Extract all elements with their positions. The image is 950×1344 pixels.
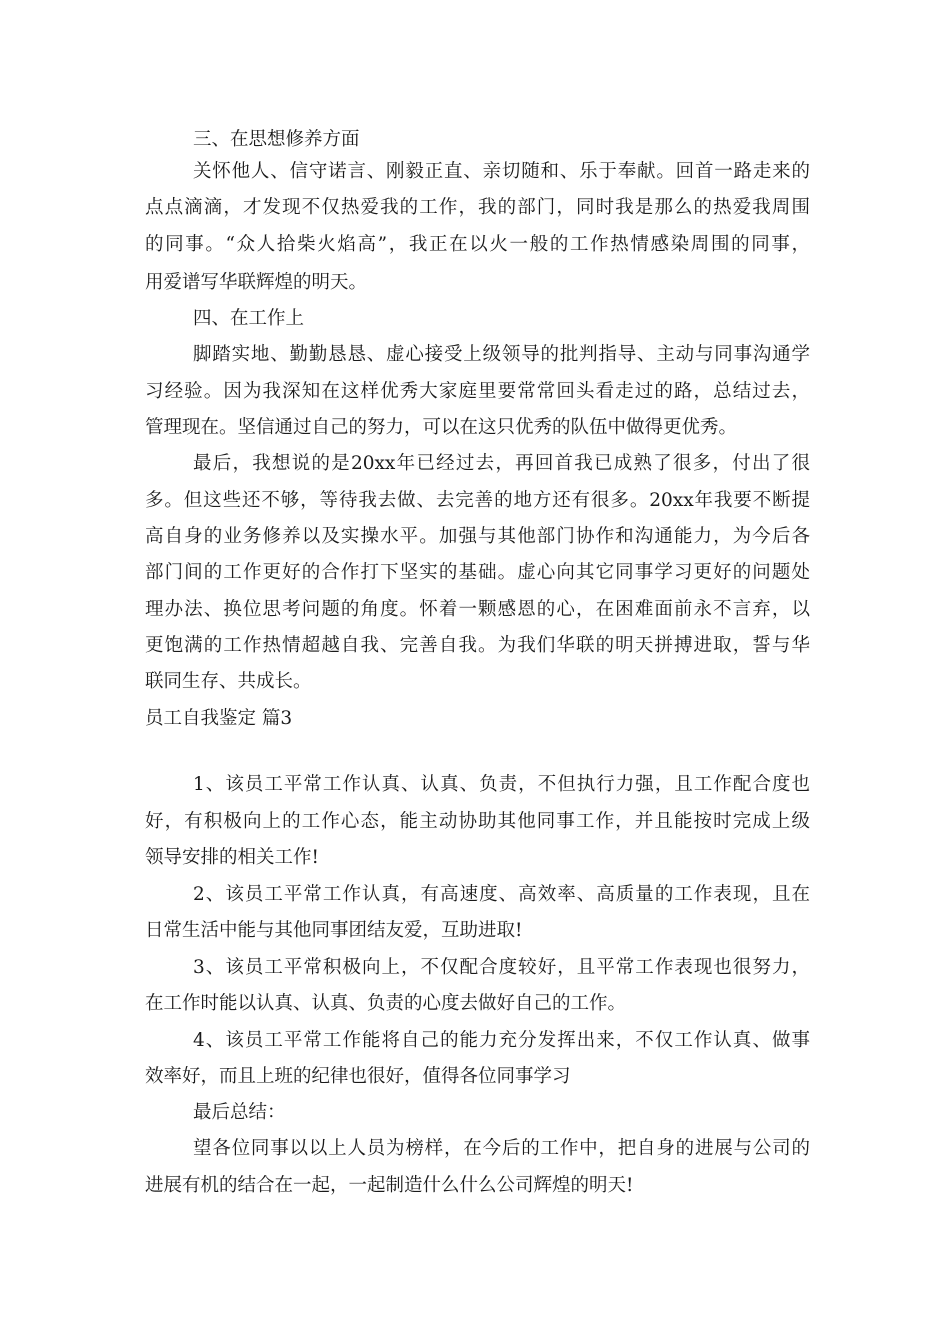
paragraph-line: 好，有积极向上的工作心态，能主动协助其他同事工作，并且能按时完成上级 bbox=[145, 811, 810, 832]
summary-heading: 最后总结： bbox=[193, 1102, 286, 1123]
paragraph-line: 更饱满的工作热情超越自我、完善自我。为我们华联的明天拼搏进取，誓与华 bbox=[145, 635, 810, 656]
article-title: 员工自我鉴定 篇3 bbox=[145, 708, 293, 729]
paragraph-line: 用爱谱写华联辉煌的明天。 bbox=[145, 272, 368, 293]
paragraph-line: 部门间的工作更好的合作打下坚实的基础。虚心向其它同事学习更好的问题处 bbox=[145, 562, 810, 583]
paragraph-line: 效率好，而且上班的纪律也很好，值得各位同事学习 bbox=[145, 1066, 571, 1087]
paragraph-line: 进展有机的结合在一起，一起制造什么什么公司辉煌的明天! bbox=[145, 1175, 634, 1196]
paragraph-line: 1、该员工平常工作认真、认真、负责，不但执行力强，且工作配合度也 bbox=[193, 774, 810, 795]
paragraph-line: 望各位同事以以上人员为榜样，在今后的工作中，把自身的进展与公司的 bbox=[193, 1138, 810, 1159]
paragraph-line: 管理现在。坚信通过自己的努力，可以在这只优秀的队伍中做得更优秀。 bbox=[145, 417, 738, 438]
paragraph-line: 高自身的业务修养以及实操水平。加强与其他部门协作和沟通能力，为今后各 bbox=[145, 526, 810, 547]
paragraph-line: 4、该员工平常工作能将自己的能力充分发挥出来，不仅工作认真、做事 bbox=[193, 1030, 810, 1051]
section-heading-thought: 三、在思想修养方面 bbox=[193, 129, 360, 150]
paragraph-line: 关怀他人、信守诺言、刚毅正直、亲切随和、乐于奉献。回首一路走来的 bbox=[193, 161, 810, 182]
paragraph-line: 日常生活中能与其他同事团结友爱，互助进取! bbox=[145, 920, 523, 941]
paragraph-line: 2、该员工平常工作认真，有高速度、高效率、高质量的工作表现，且在 bbox=[193, 884, 810, 905]
paragraph-line: 点点滴滴，才发现不仅热爱我的工作，我的部门，同时我是那么的热爱我周围 bbox=[145, 197, 810, 218]
paragraph-line: 习经验。因为我深知在这样优秀大家庭里要常常回头看走过的路，总结过去， bbox=[145, 381, 810, 402]
paragraph-line: 多。但这些还不够，等待我去做、去完善的地方还有很多。20xx年我要不断提 bbox=[145, 490, 810, 511]
paragraph-line: 在工作时能以认真、认真、负责的心度去做好自己的工作。 bbox=[145, 993, 627, 1014]
paragraph-line: 领导安排的相关工作! bbox=[145, 847, 319, 868]
paragraph-line: 联同生存、共成长。 bbox=[145, 671, 312, 692]
paragraph-line: 理办法、换位思考问题的角度。怀着一颗感恩的心，在困难面前永不言弃，以 bbox=[145, 599, 810, 620]
paragraph-line: 最后，我想说的是20xx年已经过去，再回首我已成熟了很多，付出了很 bbox=[193, 453, 810, 474]
paragraph-line: 3、该员工平常积极向上，不仅配合度较好，且平常工作表现也很努力， bbox=[193, 957, 810, 978]
section-heading-work: 四、在工作上 bbox=[193, 308, 305, 329]
paragraph-line: 脚踏实地、勤勤恳恳、虚心接受上级领导的批判指导、主动与同事沟通学 bbox=[193, 344, 810, 365]
paragraph-line: 的同事。“众人拾柴火焰高”，我正在以火一般的工作热情感染周围的同事， bbox=[145, 234, 810, 255]
